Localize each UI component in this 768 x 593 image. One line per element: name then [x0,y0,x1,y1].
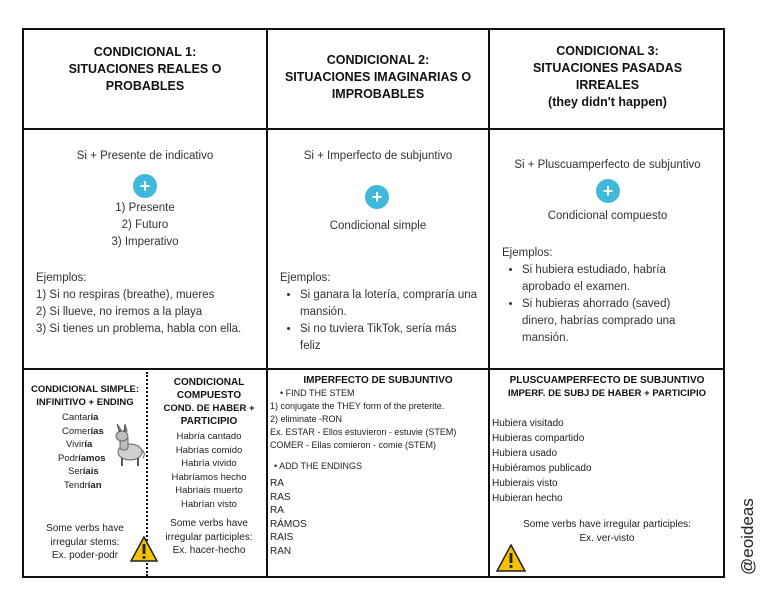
c1-examples: Ejemplos: 1) Si no respiras (breathe), mueres 2) Si llueve, no iremos a la playa 3) Si tienes un problema, habla con ella. [36,272,242,335]
c3-formula: Si + Pluscuamperfecto de subjuntivo [514,159,701,171]
form-row: Viviría [66,439,93,450]
section-title: COMPUESTO [176,390,242,401]
section-title: CONDICIONAL SIMPLE: [30,384,140,395]
step-item: • FIND THE STEM [280,388,355,398]
c1-formula: Si + Presente de indicativo [76,150,214,162]
c2-example-list: • Si ganara la lotería, compraría una mansión. • Si no tuviera TikTok, sería más feliz [280,287,480,355]
header-subtitle: IMPROBABLES [331,87,425,101]
row-divider [22,368,725,370]
plus-icon: + [133,174,157,198]
pluscuam-forms: Hubiera visitado Hubieras compartido Hubiera usado Hubiéramos publicado Hubierais visto Hubieran hecho [492,418,592,504]
header-title: CONDICIONAL 3: [556,44,659,58]
pluscuamperfecto-section [492,374,722,545]
condicional-compuesto-section [152,376,266,558]
section-title: PARTICIPIO [180,416,238,427]
imperfecto-steps: • FIND THE STEM 1) conjugate the THEY form of the preterite. 2) eliminate -RON Ex. ESTAR - Ellos estuvieron - estuvie (STEM) COMER - Ellas comieron - comie (STEM) • ADD THE ENDINGS RA RAS RA RÁMOS RAIS RAN [270,387,486,559]
section-title: IMPERF. DE SUBJ DE HABER + PARTICIPIO [507,388,707,399]
plus-icon: + [365,185,389,209]
header-subtitle: SITUACIONES REALES O [68,62,222,76]
header-subtitle: SITUACIONES PASADAS [532,61,683,75]
section-title: CONDICIONAL [173,377,245,388]
brand-logo: @eoideas [738,498,757,575]
ending: RA [270,478,284,489]
form-row: Cantaría [62,412,99,423]
plus-icon: + [596,179,620,203]
c3-example-list: • Si hubiera estudiado, habría aprobado el examen. • Si hubieras ahorrado (saved) dinero, habrías comprado una mansión. [502,262,702,347]
donkey-icon [110,424,146,468]
section-title: INFINITIVO + ENDING [36,397,134,408]
header-condicional-2 [268,52,488,103]
form-row: Comerías [62,425,104,437]
header-subtitle: (they didn't happen) [548,95,667,109]
ending: RÁMOS [270,518,307,530]
c1-options: 1) Presente 2) Futuro 3) Imperativo [111,202,179,248]
warning-icon [496,544,526,572]
ending: RAIS [270,532,294,544]
imperfecto-section [270,374,486,559]
section-title: PLUSCUAMPERFECTO DE SUBJUNTIVO [509,375,705,386]
c2-result: Condicional simple [329,220,427,232]
ending: RAN [270,545,292,557]
section-title: COND. DE HABER + [163,403,255,414]
column-divider [266,28,268,578]
step-item: • ADD THE ENDINGS [274,461,363,471]
header-subtitle: IRREALES [575,78,640,92]
form-row: Seríais [68,466,99,477]
header-condicional-3 [490,43,725,111]
header-subtitle: PROBABLES [105,79,185,93]
simple-note: Some verbs have irregular stems: Ex. poder-podr [46,523,124,561]
compuesto-forms: Habría cantado Habrías comido Habría vivido Habríamos hecho Habríais muerto Habrían visto [171,431,247,510]
header-subtitle: SITUACIONES IMAGINARIAS O [284,70,472,84]
c3-result: Condicional compuesto [547,210,668,222]
ending: RA [270,505,284,517]
section-title: IMPERFECTO DE SUBJUNTIVO [303,375,453,386]
form-row: Podríamos [58,452,106,464]
compuesto-note: Some verbs have irregular participles: Ex. hacer-hecho [165,518,253,556]
header-title: CONDICIONAL 2: [326,53,430,67]
c3-examples: Ejemplos: • Si hubiera estudiado, habría aprobado el examen. • Si hubieras ahorrado (saved) dinero, habrías comprado una mansión. [502,245,702,347]
ending: RAS [270,491,291,503]
c2-examples: Ejemplos: • Si ganara la lotería, compraría una mansión. • Si no tuviera TikTok, sería más feliz [280,270,480,355]
header-title: CONDICIONAL 1: [93,45,197,59]
form-row: Tendrían [64,479,102,491]
c2-formula: Si + Imperfecto de subjuntivo [303,150,453,162]
row-divider [22,128,725,130]
header-condicional-1 [24,44,266,95]
pluscuam-note: Some verbs have irregular participles: Ex. ver-visto [523,519,691,544]
